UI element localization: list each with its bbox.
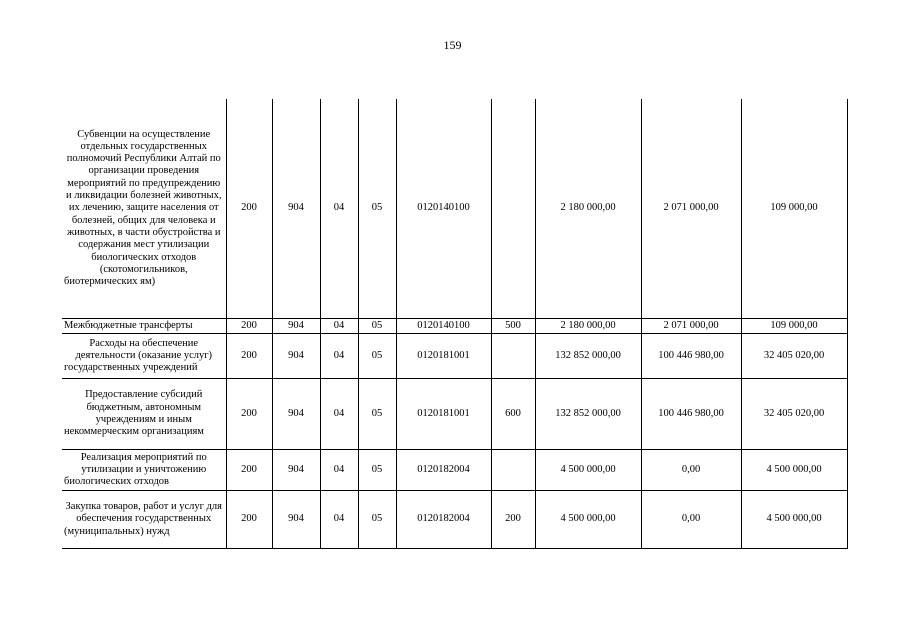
cell-amount3: 32 405 020,00 bbox=[741, 379, 847, 450]
cell-code1: 200 bbox=[226, 491, 272, 549]
cell-code3: 04 bbox=[320, 450, 358, 491]
cell-code6 bbox=[491, 450, 535, 491]
cell-code3: 04 bbox=[320, 491, 358, 549]
cell-amount2: 0,00 bbox=[641, 491, 741, 549]
cell-code5: 0120140100 bbox=[396, 319, 491, 334]
cell-code1: 200 bbox=[226, 379, 272, 450]
cell-amount1: 132 852 000,00 bbox=[535, 334, 641, 379]
cell-code2: 904 bbox=[272, 491, 320, 549]
cell-code4: 05 bbox=[358, 334, 396, 379]
row-description: Закупка товаров, работ и услуг для обеспечения государственных (муниципальных) нужд bbox=[62, 491, 226, 549]
cell-code2: 904 bbox=[272, 99, 320, 319]
row-description: Межбюджетные трансферты bbox=[62, 319, 226, 334]
cell-code5: 0120181001 bbox=[396, 379, 491, 450]
row-description: Реализация мероприятий по утилизации и уничтожению биологических отходов bbox=[62, 450, 226, 491]
cell-amount1: 4 500 000,00 bbox=[535, 450, 641, 491]
row-description: Субвенции на осуществление отдельных государственных полномочий Республики Алтай по организации проведения мероприятий по предупреждению и ликвидации болезней животных, их лечению, защите населения от болезней, общих для человека и животных, в части обустройства и содержания мест утилизации биологических отходов (скотомогильников, биотермических ям) bbox=[62, 99, 226, 319]
cell-code3: 04 bbox=[320, 334, 358, 379]
table-row bbox=[62, 334, 847, 379]
table-row bbox=[62, 379, 847, 450]
cell-code5: 0120182004 bbox=[396, 491, 491, 549]
cell-code4: 05 bbox=[358, 491, 396, 549]
cell-code3: 04 bbox=[320, 379, 358, 450]
cell-code6: 500 bbox=[491, 319, 535, 334]
cell-amount1: 2 180 000,00 bbox=[535, 319, 641, 334]
cell-code6: 600 bbox=[491, 379, 535, 450]
cell-amount3: 109 000,00 bbox=[741, 99, 847, 319]
cell-amount3: 109 000,00 bbox=[741, 319, 847, 334]
cell-code3: 04 bbox=[320, 319, 358, 334]
row-description: Расходы на обеспечение деятельности (оказание услуг) государственных учреждений bbox=[62, 334, 226, 379]
cell-code6: 200 bbox=[491, 491, 535, 549]
cell-amount2: 2 071 000,00 bbox=[641, 319, 741, 334]
cell-code1: 200 bbox=[226, 450, 272, 491]
row-description: Предоставление субсидий бюджетным, автономным учреждениям и иным некоммерческим организациям bbox=[62, 379, 226, 450]
cell-code4: 05 bbox=[358, 319, 396, 334]
table-row bbox=[62, 450, 847, 491]
cell-code2: 904 bbox=[272, 450, 320, 491]
cell-code6 bbox=[491, 99, 535, 319]
cell-code1: 200 bbox=[226, 319, 272, 334]
page-number: 159 bbox=[443, 38, 462, 52]
cell-amount1: 2 180 000,00 bbox=[535, 99, 641, 319]
cell-amount2: 100 446 980,00 bbox=[641, 334, 741, 379]
cell-code1: 200 bbox=[226, 334, 272, 379]
cell-code5: 0120140100 bbox=[396, 99, 491, 319]
cell-amount3: 4 500 000,00 bbox=[741, 491, 847, 549]
cell-code5: 0120181001 bbox=[396, 334, 491, 379]
cell-code2: 904 bbox=[272, 379, 320, 450]
cell-amount3: 4 500 000,00 bbox=[741, 450, 847, 491]
cell-code5: 0120182004 bbox=[396, 450, 491, 491]
table-row bbox=[62, 99, 847, 319]
cell-amount2: 100 446 980,00 bbox=[641, 379, 741, 450]
cell-amount2: 2 071 000,00 bbox=[641, 99, 741, 319]
cell-amount1: 4 500 000,00 bbox=[535, 491, 641, 549]
cell-code3: 04 bbox=[320, 99, 358, 319]
cell-amount1: 132 852 000,00 bbox=[535, 379, 641, 450]
table-row bbox=[62, 319, 847, 334]
cell-code4: 05 bbox=[358, 99, 396, 319]
cell-code2: 904 bbox=[272, 319, 320, 334]
cell-code4: 05 bbox=[358, 379, 396, 450]
table-row bbox=[62, 491, 847, 549]
cell-code2: 904 bbox=[272, 334, 320, 379]
cell-amount2: 0,00 bbox=[641, 450, 741, 491]
cell-code1: 200 bbox=[226, 99, 272, 319]
cell-amount3: 32 405 020,00 bbox=[741, 334, 847, 379]
cell-code4: 05 bbox=[358, 450, 396, 491]
cell-code6 bbox=[491, 334, 535, 379]
budget-table bbox=[62, 99, 848, 549]
